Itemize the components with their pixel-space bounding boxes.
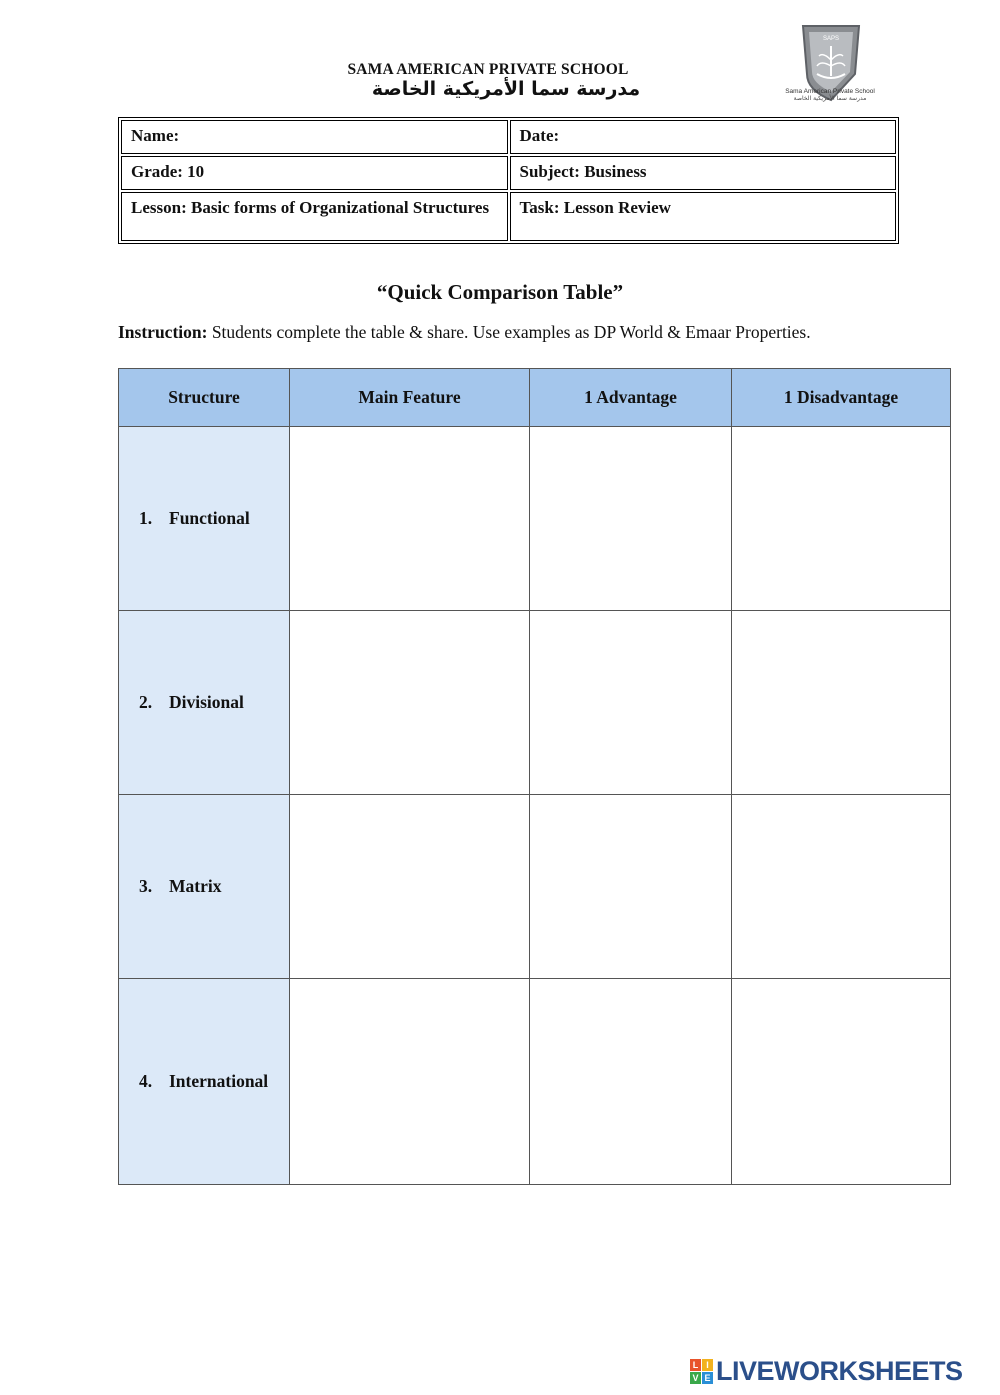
table-row: [119, 795, 951, 979]
answer-cell-disadvantage[interactable]: [732, 795, 951, 979]
row-label: International: [169, 1071, 269, 1091]
structure-functional: [119, 427, 290, 611]
logo-text: SAPS: [822, 36, 840, 42]
icon-letter: L: [690, 1359, 701, 1371]
logo-caption-ar: مدرسة سما الأمريكية الخاصة: [793, 95, 867, 102]
table-row: [119, 427, 951, 611]
header-main-feature: Main Feature: [290, 369, 530, 427]
grade-cell: Grade: 10: [121, 156, 508, 190]
header-disadvantage: 1 Disadvantage: [732, 369, 951, 427]
row-label: Matrix: [169, 876, 222, 896]
instruction-label: Instruction:: [118, 322, 208, 342]
structure-divisional: [119, 611, 290, 795]
answer-cell-main-feature[interactable]: [290, 427, 530, 611]
answer-cell-advantage[interactable]: [530, 979, 732, 1185]
answer-cell-advantage[interactable]: [530, 611, 732, 795]
row-number: 3.: [139, 876, 153, 896]
watermark-text: LIVEWORKSHEETS: [716, 1355, 963, 1386]
header-advantage: 1 Advantage: [530, 369, 732, 427]
school-name-en: SAMA AMERICAN PRIVATE SCHOOL: [347, 61, 629, 78]
row-label: Divisional: [169, 692, 244, 712]
answer-cell-advantage[interactable]: [530, 427, 732, 611]
school-name-ar: مدرسة سما الأمريكية الخاصة: [371, 78, 641, 100]
task-cell: Task: Lesson Review: [510, 192, 897, 241]
instruction-text: Students complete the table & share. Use examples as DP World & Emaar Properties.: [207, 322, 811, 342]
icon-letter: V: [690, 1372, 701, 1384]
table-row: [119, 611, 951, 795]
liveworksheets-watermark[interactable]: [690, 1356, 963, 1386]
row-label: Functional: [169, 508, 250, 528]
lesson-cell: Lesson: Basic forms of Organizational Structures: [121, 192, 508, 241]
row-number: 2.: [139, 692, 153, 712]
subject-cell: Subject: Business: [510, 156, 897, 190]
structure-international: [119, 979, 290, 1185]
page-title: “Quick Comparison Table”: [376, 280, 624, 304]
header-structure: Structure: [119, 369, 290, 427]
table-row: [119, 979, 951, 1185]
answer-cell-disadvantage[interactable]: [732, 611, 951, 795]
answer-cell-main-feature[interactable]: [290, 979, 530, 1185]
row-number: 1.: [139, 508, 153, 528]
row-number: 4.: [139, 1071, 153, 1091]
info-table: [118, 117, 899, 244]
comparison-table: [118, 368, 951, 1185]
answer-cell-disadvantage[interactable]: [732, 427, 951, 611]
structure-matrix: [119, 795, 290, 979]
logo-caption-en: Sama American Private School: [785, 88, 875, 95]
liveworksheets-icon: [690, 1359, 713, 1384]
answer-cell-main-feature[interactable]: [290, 611, 530, 795]
answer-cell-main-feature[interactable]: [290, 795, 530, 979]
instruction: [118, 322, 938, 343]
name-field[interactable]: Name:: [121, 120, 508, 154]
date-field[interactable]: Date:: [510, 120, 897, 154]
answer-cell-disadvantage[interactable]: [732, 979, 951, 1185]
icon-letter: I: [702, 1359, 713, 1371]
icon-letter: E: [702, 1372, 713, 1384]
answer-cell-advantage[interactable]: [530, 795, 732, 979]
